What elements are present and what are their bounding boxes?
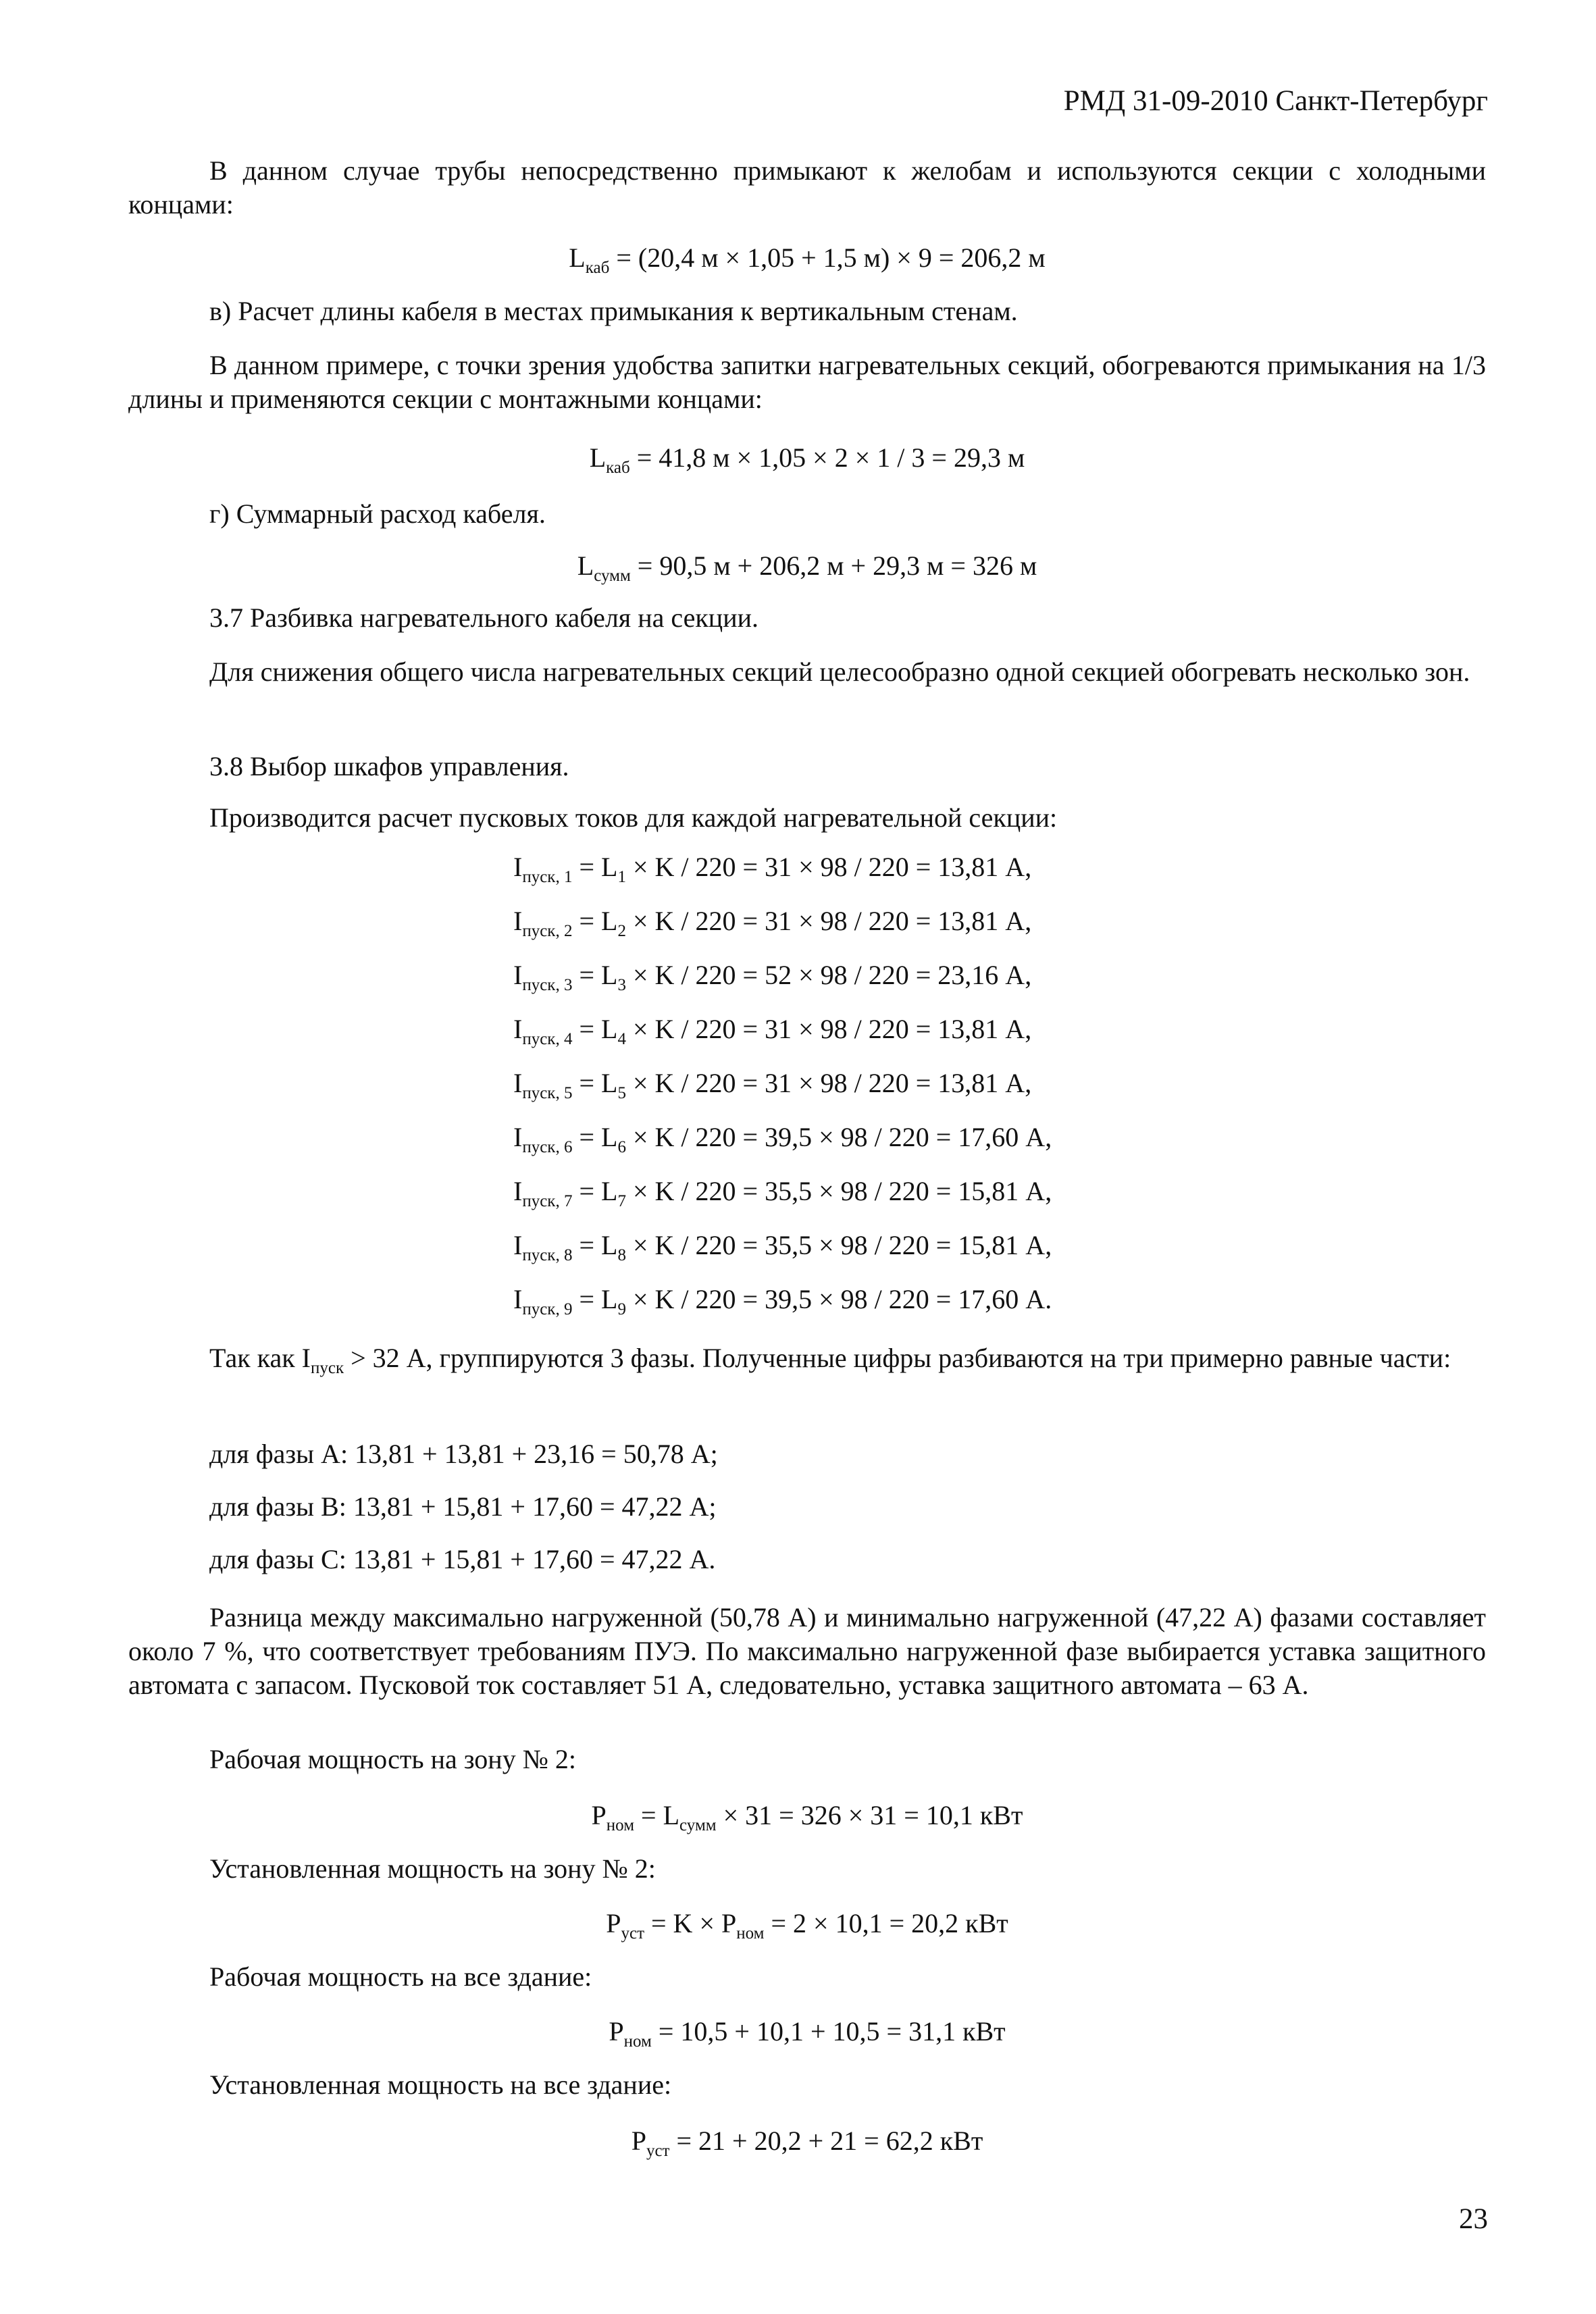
installed-power-building-label: Установленная мощность на все здание:	[209, 2069, 672, 2100]
phase-b: для фазы В: 13,81 + 15,81 + 17,60 = 47,22 А;	[209, 1491, 717, 1522]
installed-power-zone-label: Установленная мощность на зону № 2:	[209, 1853, 656, 1884]
page-number: 23	[1459, 2203, 1488, 2235]
work-power-zone-label: Рабочая мощность на зону № 2:	[209, 1744, 576, 1774]
formula-cable-sum: $L_{сумм} = 90,5$ м + 206,2 м + 29,3 м = 326 м	[577, 550, 1037, 585]
current-formula: $I_{пуск, 3} = L_3 \times K / 220 = 52 \times 98 / 220 = 23,16$ А,	[513, 960, 1032, 994]
current-formula: $I_{пуск, 9} = L_9 \times K / 220 = 39,5 \times 98 / 220 = 17,60$ А.	[513, 1284, 1052, 1318]
formula-pust-zone: $P_{уст} = K \times P_{ном} = 2 \times 10,1 = 20,2$ кВт	[606, 1908, 1008, 1943]
current-formula: $I_{пуск, 1} = L_1 \times K / 220 = 31 \times 98 / 220 = 13,81$ А,	[513, 852, 1032, 886]
formula-cable-length-2: $L_{каб} = 41,8$ м × 1,05 × 2 × 1 / 3 = 29,3 м	[589, 442, 1025, 477]
paragraph-calc: Производится расчет пусковых токов для каждой нагревательной секции:	[209, 802, 1058, 833]
section-3-8: 3.8 Выбор шкафов управления.	[209, 751, 569, 781]
formula-pust-building: $P_{уст} = 21 + 20,2 + 21 = 62,2$ кВт	[631, 2126, 983, 2160]
page-header: РМД 31-09-2010 Санкт-Петербург	[1063, 85, 1488, 117]
paragraph-reduce: Для снижения общего числа нагревательных секций целесообразно одной секцией обогревать несколько зон.	[209, 657, 1470, 687]
current-formula: $I_{пуск, 5} = L_5 \times K / 220 = 31 \times 98 / 220 = 13,81$ А,	[513, 1068, 1032, 1102]
formula-pnom-zone: $P_{ном} = L_{сумм} \times 31 = 326 \times 31 = 10,1$ кВт	[591, 1800, 1023, 1834]
paragraph-since: Так как $I_{пуск} > 32$ А, группируются 3 фазы. Полученные цифры разбиваются на три примерно равные части:	[209, 1343, 1451, 1377]
paragraph-intro: В данном случае трубы непосредственно примыкают к желобам и используются секции с холодными концами:	[128, 155, 1486, 220]
current-formula: $I_{пуск, 2} = L_2 \times K / 220 = 31 \times 98 / 220 = 13,81$ А,	[513, 906, 1032, 940]
phase-c: для фазы С: 13,81 + 15,81 + 17,60 = 47,22 А.	[209, 1544, 716, 1574]
current-formula: $I_{пуск, 4} = L_4 \times K / 220 = 31 \times 98 / 220 = 13,81$ А,	[513, 1014, 1032, 1048]
phase-a: для фазы А: 13,81 + 13,81 + 23,16 = 50,78 А;	[209, 1439, 718, 1469]
item-g: г) Суммарный расход кабеля.	[209, 498, 546, 529]
current-formula: $I_{пуск, 8} = L_8 \times K / 220 = 35,5 \times 98 / 220 = 15,81$ А,	[513, 1230, 1052, 1264]
work-power-building-label: Рабочая мощность на все здание:	[209, 1961, 592, 1992]
current-formula: $I_{пуск, 7} = L_7 \times K / 220 = 35,5 \times 98 / 220 = 15,81$ А,	[513, 1176, 1052, 1210]
paragraph-example: В данном примере, с точки зрения удобства запитки нагревательных секций, обогреваются примыкания на 1/3 длины и применяются секции с монтажными концами:	[128, 350, 1486, 414]
section-3-7: 3.7 Разбивка нагревательного кабеля на секции.	[209, 602, 759, 633]
formula-pnom-building: $P_{ном} = 10,5 + 10,1 + 10,5 = 31,1$ кВт	[609, 2016, 1006, 2051]
item-v: в) Расчет длины кабеля в местах примыкания к вертикальным стенам.	[209, 296, 1018, 326]
formula-cable-length-1: $L_{каб} = (20,4$ м × 1,05 + 1,5 м) × 9 = 206,2 м	[569, 242, 1046, 277]
current-formula: $I_{пуск, 6} = L_6 \times K / 220 = 39,5 \times 98 / 220 = 17,60$ А,	[513, 1122, 1052, 1156]
paragraph-difference: Разница между максимально нагруженной (50,78 А) и минимально нагруженной (47,22 А) фазами составляет около 7 %, что соответствует требованиям ПУЭ. По максимально нагруженной фазе выбирается уставка защитного автомата с запасом. Пусковой ток составляет 51 А, следовательно, уставка защитного автомата – 63 А.	[128, 1602, 1486, 1700]
